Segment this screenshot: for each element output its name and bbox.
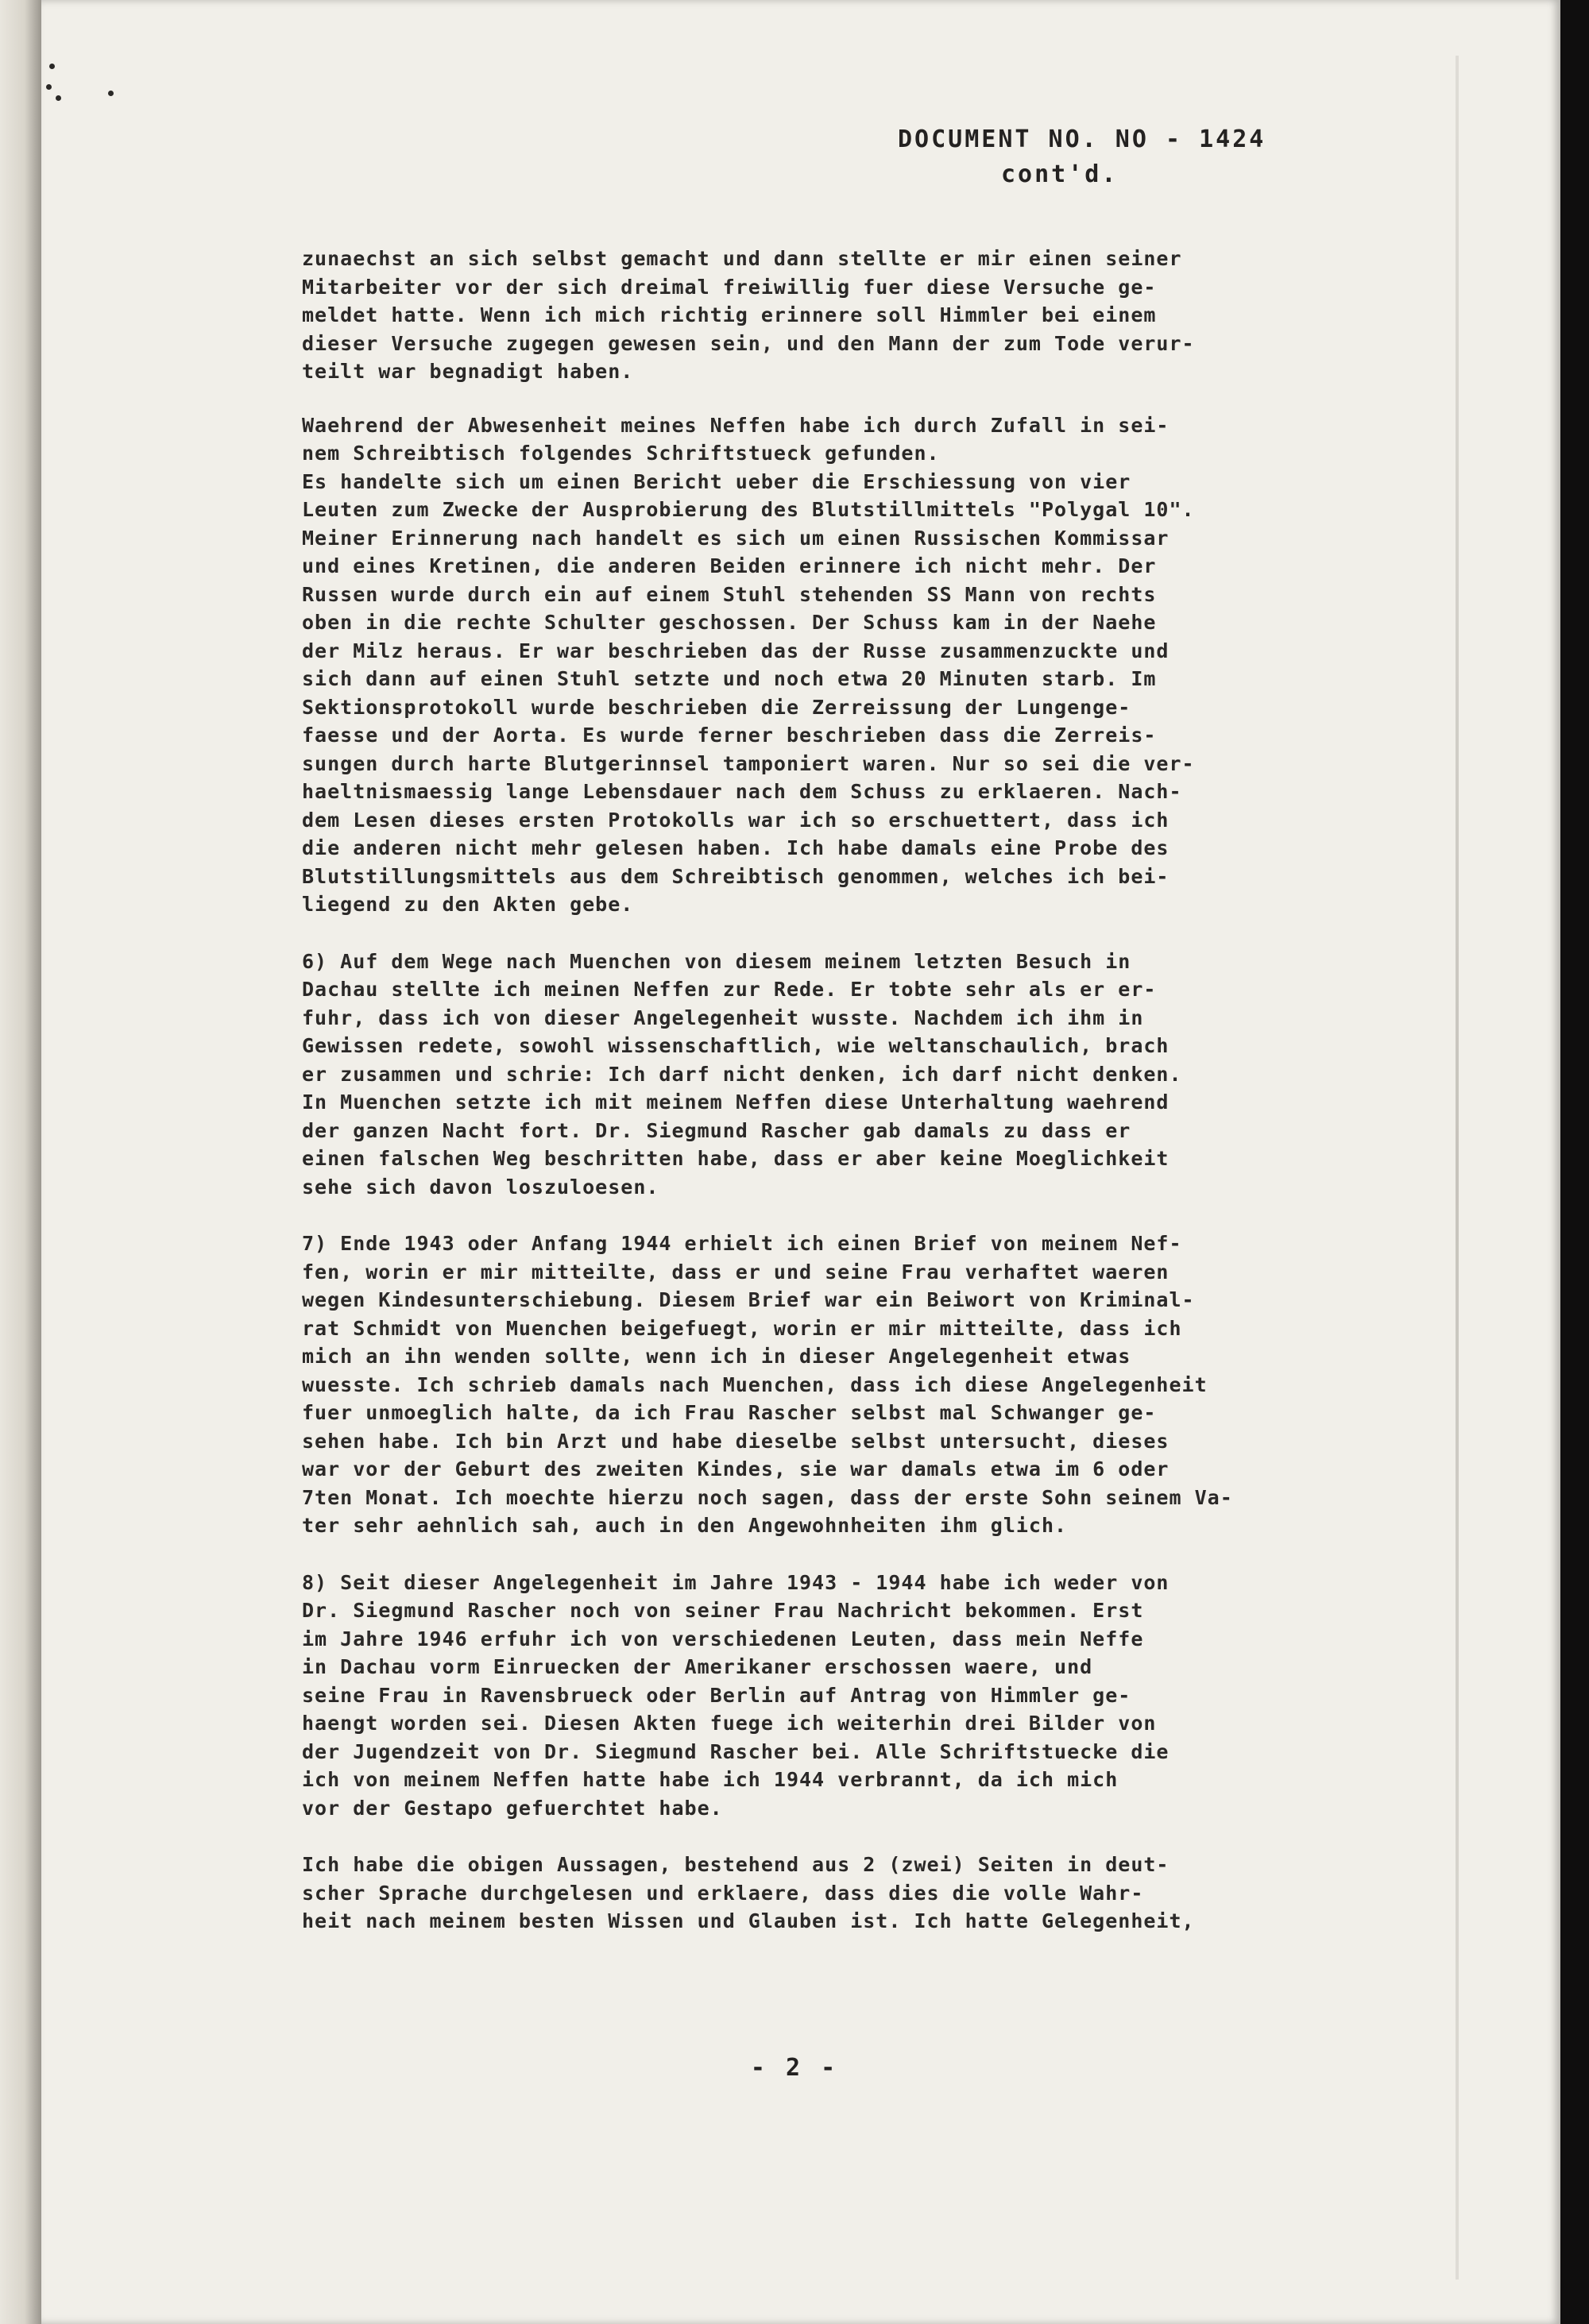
left-binding-edge (0, 0, 41, 2324)
paragraph-8: 8) Seit dieser Angelegenheit im Jahre 1943 - 1944 habe ich weder von Dr. Siegmund Rascher noch von seiner Frau Nachricht bekommen. Erst im Jahre 1946 erfuhr ich von verschiedenen Leuten, dass mein Neffe in Dachau vorm Einruecken der Amerikaner erschossen waere, und seine Frau in Ravensbrueck oder Berlin auf Antrag von Himmler ge- haengt worden sei. Diesen Akten fuege ich weiterhin drei Bilder von der Jugendzeit von Dr. Siegmund Rascher bei. Alle Schriftstuecke die ich von meinem Neffen hatte habe ich 1944 verbrannt, da ich mich vor der Gestapo gefuerchtet habe. (302, 1570, 1170, 1820)
speck (56, 95, 61, 101)
continued-label: cont'd. (1001, 160, 1119, 188)
paragraph-7: 7) Ende 1943 oder Anfang 1944 erhielt ich einen Brief von meinem Nef- fen, worin er mir mitteilte, dass er und seine Frau verhaftet waeren wegen Kindesunterschiebung. Diesem Brief war ein Beiwort von Kriminal- rat Schmidt von Muenchen beigefuegt, worin er mir mitteilte, dass ich mich an ihn wenden sollte, wenn ich in dieser Angelegenheit etwas wuesste. Ich schrieb damals nach Muenchen, dass ich diese Angelegenheit fuer unmoeglich halte, da ich Frau Rascher selbst mal Schwanger ge- sehen habe. Ich bin Arzt und habe dieselbe selbst untersucht, dieses war vor der Geburt des zweiten Kindes, sie war damals etwa im 6 oder 7ten Monat. Ich moechte hierzu noch sagen, dass der erste Sohn seinem Va- ter sehr aehnlich sah, auch in den Angewohnheiten ihm glich. (302, 1232, 1233, 1537)
document-number: DOCUMENT NO. NO - 1424 (898, 125, 1266, 153)
page-number: - 2 - (750, 2054, 839, 2082)
document-body (302, 245, 1335, 1964)
speck (108, 91, 114, 96)
paragraph-report-found: Waehrend der Abwesenheit meines Neffen habe ich durch Zufall in sei- nem Schreibtisch folgendes Schriftstueck gefunden. Es handelte sich um einen Bericht ueber die Erschiessung von vier Leuten zum Zwecke der Ausprobierung des Blutstillmittels "Polygal 10". Meiner Erinnerung nach handelt es sich um einen Russischen Kommissar und eines Kretinen, die anderen Beiden erinnere ich nicht mehr. Der Russen wurde durch ein auf einem Stuhl stehenden SS Mann von rechts oben in die rechte Schulter geschossen. Der Schuss kam in der Naehe der Milz heraus. Er war beschrieben das der Russe zusammenzuckte und sich dann auf einen Stuhl setzte und noch etwa 20 Minuten starb. Im Sektionsprotokoll wurde beschrieben die Zerreissung der Lungenge- faesse und der Aorta. Es wurde ferner beschrieben dass die Zerreis- sungen durch harte Blutgerinnsel tamponiert waren. Nur so sei die ver- haeltnismaessig lange Lebensdauer nach dem Schuss zu erklaeren. Nach- dem Lesen dieses ersten Protokolls war ich so erschuettert, dass ich die anderen nicht mehr gelesen haben. Ich habe damals eine Probe des Blutstillungsmittels aus dem Schreibtisch genommen, welches ich bei- liegend zu den Akten gebe. (302, 413, 1195, 916)
page-fold-line (1456, 56, 1459, 2280)
speck (46, 84, 52, 90)
speck (49, 64, 55, 69)
paragraph-declaration: Ich habe die obigen Aussagen, bestehend aus 2 (zwei) Seiten in deut- scher Sprache durchgelesen und erklaere, dass dies die volle Wahr- heit nach meinem besten Wissen und Glauben ist. Ich hatte Gelegenheit, (302, 1853, 1195, 1932)
paragraph-continuation: zunaechst an sich selbst gemacht und dann stellte er mir einen seiner Mitarbeiter vor der sich dreimal freiwillig fuer diese Versuche ge- meldet hatte. Wenn ich mich richtig erinnere soll Himmler bei einem dieser Versuche zugegen gewesen sein, und den Mann der zum Tode verur- teilt war begnadigt haben. (302, 247, 1195, 383)
paragraph-6: 6) Auf dem Wege nach Muenchen von diesem meinem letzten Besuch in Dachau stellte ich meinen Neffen zur Rede. Er tobte sehr als er er- fuhr, dass ich von dieser Angelegenheit wusste. Nachdem ich ihm in Gewissen redete, sowohl wissenschaftlich, wie weltanschaulich, brach er zusammen und schrie: Ich darf nicht denken, ich darf nicht denken. In Muenchen setzte ich mit meinem Neffen diese Unterhaltung waehrend der ganzen Nacht fort. Dr. Siegmund Rascher gab damals zu dass er einen falschen Weg beschritten habe, dass er aber keine Moeglichkeit sehe sich davon loszuloesen. (302, 949, 1182, 1199)
right-dark-edge (1560, 0, 1589, 2324)
